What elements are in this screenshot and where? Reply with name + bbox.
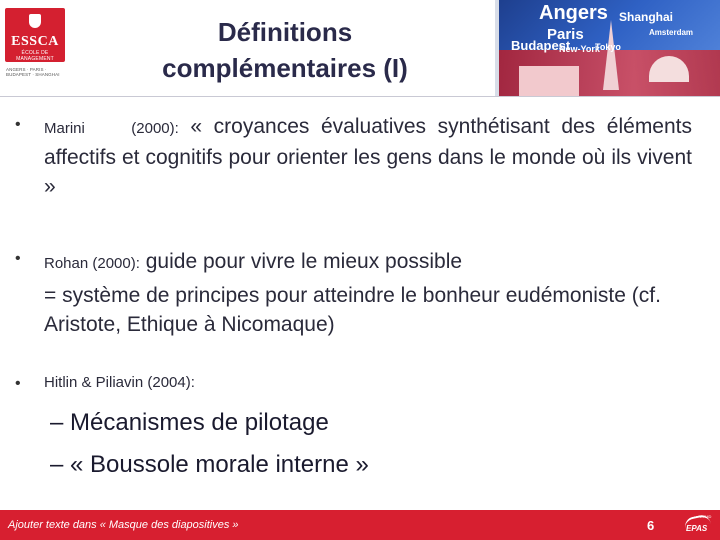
banner-city: Angers bbox=[539, 2, 608, 24]
banner-city: New-York bbox=[559, 44, 600, 54]
logo-box bbox=[5, 8, 65, 62]
cities-banner-image bbox=[495, 0, 720, 96]
bullet-marker: • bbox=[15, 250, 21, 267]
title-line-1: Définitions bbox=[217, 17, 353, 47]
rohan-line-1: guide pour vivre le mieux possible bbox=[139, 250, 463, 273]
banner-city: Budapest bbox=[511, 38, 571, 53]
epas-small-label: EFMD bbox=[700, 514, 712, 519]
rohan-author-year: Rohan (2000): bbox=[44, 255, 140, 272]
marini-quote: « croyances évaluatives synthétisant des éléments affectifs et cognitifs pour orienter les gens dans le monde où ils vivent » bbox=[44, 115, 693, 198]
bullet-marini bbox=[44, 112, 692, 201]
rohan-line-2: = système de principes pour atteindre le bonheur eudémoniste (cf. Aristote, Ethique à Nicomaque) bbox=[44, 284, 661, 336]
page-number: 6 bbox=[647, 518, 655, 533]
bullet-marker: • bbox=[15, 116, 21, 133]
hitlin-sub-1: – Mécanismes de pilotage bbox=[50, 409, 329, 436]
banner-city: Shanghai bbox=[619, 10, 674, 24]
hitlin-author-year: Hitlin & Piliavin (2004): bbox=[44, 374, 195, 391]
bullet-marker: • bbox=[15, 375, 21, 392]
logo-tagline: ANGERS · PARIS · BUDAPEST · SHANGHAI bbox=[6, 67, 60, 77]
epas-logo bbox=[678, 512, 718, 538]
logo-subtitle: ÉCOLE DE MANAGEMENT bbox=[16, 50, 54, 62]
banner-city: Amsterdam bbox=[649, 28, 694, 37]
eiffel-tower-icon bbox=[603, 20, 619, 90]
slide-footer bbox=[0, 510, 720, 540]
essca-logo bbox=[3, 4, 67, 84]
header-divider bbox=[0, 96, 720, 97]
epas-label: EPAS bbox=[686, 524, 708, 533]
banner-building bbox=[519, 66, 579, 96]
banner-city: Tokyo bbox=[595, 42, 621, 52]
slide-title bbox=[105, 14, 465, 86]
bullet-rohan bbox=[44, 244, 692, 339]
hitlin-sub-2: – « Boussole morale interne » bbox=[50, 451, 369, 478]
marini-year: (2000): bbox=[131, 120, 179, 137]
title-line-2: complémentaires (I) bbox=[162, 53, 408, 83]
crest-icon bbox=[29, 14, 41, 28]
marini-author: Marini bbox=[44, 120, 85, 137]
logo-name: ESSCA bbox=[11, 34, 59, 49]
footer-text: Ajouter texte dans « Masque des diapositives » bbox=[8, 519, 239, 531]
banner-city: Paris bbox=[547, 26, 584, 43]
